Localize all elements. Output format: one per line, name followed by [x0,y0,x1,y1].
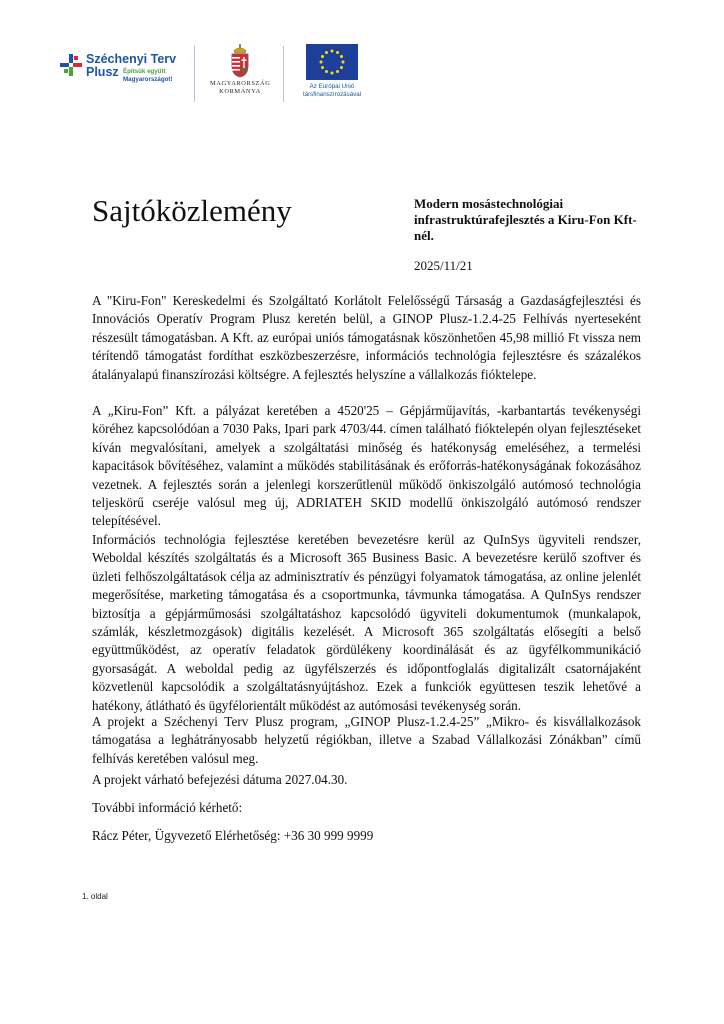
coat-of-arms-icon [229,44,251,78]
paragraph-more-info: További információ kérhető: [92,800,243,815]
project-title: Modern mosástechnológiai infrastruktúrafejlesztés a Kiru-Fon Kft-nél. [414,196,637,243]
paragraph-program-info: A projekt a Széchenyi Terv Plusz program, „GINOP Plusz-1.2.4-25” „Mikro- és kisvállalkozások támogatása a leghátrányosabb helyzetű régiókban, illetve a Szabad Vállalkozási Zónákban” című felhívás keretében valósul meg. [92,714,641,766]
paragraph-it-development: Információs technológia fejlesztése keretében bevezetésre kerül az QuInSys ügyviteli rendszer, Weboldal készítés szolgáltatás és a Microsoft 365 Business Basic. A bevezetésre kerülő szoftver és üzleti felhőszolgáltatások célja az adminisztratív és pénzügyi folyamatok támogatása, az online jelenlét megerősítése, marketing támogatása és a csoportmunka, távmunka támogatása. A QuInSys rendszer biztosítja a gépjárműmosási szolgáltatáshoz kapcsolódó ügyviteli dokumentumok (munkalapok, számlák, készletmozgások) digitális kezelését. A Microsoft 365 szolgáltatás elősegíti a belső együttműködést, az operatív feladatok gördülékeny koordinálását és az ügyfélkommunikáció gyorsaságát. A weboldal pedig az ügyfélszerzés és időpontfoglalás digitalizált csatornájaként közvetlenül kapcsolódik a szolgáltatásnyújtáshoz. Ezek a funkciók együttesen teszik lehetővé a hatékony, átlátható és ügyfélorientált működést az autómosási tevékenység során. [92,532,641,713]
government-line-2: KORMÁNYA [219,88,261,95]
szechenyi-subtitle: Plusz [86,65,119,79]
paragraph-project-details: A „Kiru-Fon” Kft. a pályázat keretében a 4520'25 – Gépjárműjavítás, -karbantartás tevékenységi köréhez kapcsolódóan a 7030 Paks, Ipari park 4703/44. címen található fióktelepén olyan fejlesztéseket kíván megvalósítani, amelyek a szolgáltatási minőség és hatékonyság emeléséhez, a termelési kapacitások bővítéséhez, valamint a működés stabilitásának és erőforrás-hatékonyságának fokozásához vezetnek. A fejlesztés során a jelenlegi korszerűtlenül működő önkiszolgáló autómosó technológia teljeskörű cseréje valósul meg új, ADRIATEH SKID modellű önkiszolgáló autómosó rendszer telepítésével. [92,403,641,529]
page-number: 1. oldal [82,892,108,901]
szechenyi-slogan [123,68,173,84]
paragraph-support-summary: A "Kiru-Fon" Kereskedelmi és Szolgáltató Korlátolt Felelősségű Társaság a Gazdaságfejlesztési és Innovációs Operatív Program Plusz keretén belül, a GINOP Plusz-1.2.4-25 Felhívás nyerteseként részesült támogatásban. A Kft. az európai uniós támogatásnak köszönhetően 45,98 millió Ft vissza nem térítendő támogatást fordíthat eszközbeszerzésre, információs technológia fejlesztésre és százalékos átalányalapú finanszírozási költségre. A fejlesztés helyszíne a vállalkozás fióktelepe. [92,293,641,382]
eu-line-1: Az Európai Unió [309,83,355,90]
document-title: Sajtóközlemény [92,193,292,228]
paragraph-contact: Rácz Péter, Ügyvezető Elérhetőség: +36 30 999 9999 [92,828,374,843]
logo-divider [194,46,195,102]
szechenyi-terv-plusz-logo [60,52,185,104]
szechenyi-title: Széchenyi Terv [86,52,177,66]
logo-divider [283,46,284,102]
eu-cofinancing-logo [290,44,374,106]
publication-date: 2025/11/21 [414,258,473,273]
government-line-1: MAGYARORSZÁG [210,80,271,87]
szechenyi-cross-icon [60,54,82,76]
eu-line-2: társfinanszírozásával [302,90,362,98]
hungarian-government-logo [210,44,270,106]
slogan-line-2: Magyarországot! [123,76,173,83]
eu-flag-icon [306,44,358,80]
paragraph-completion-date: A projekt várható befejezési dátuma 2027.04.30. [92,772,348,787]
slogan-line-1: Építsük együtt [123,68,166,75]
